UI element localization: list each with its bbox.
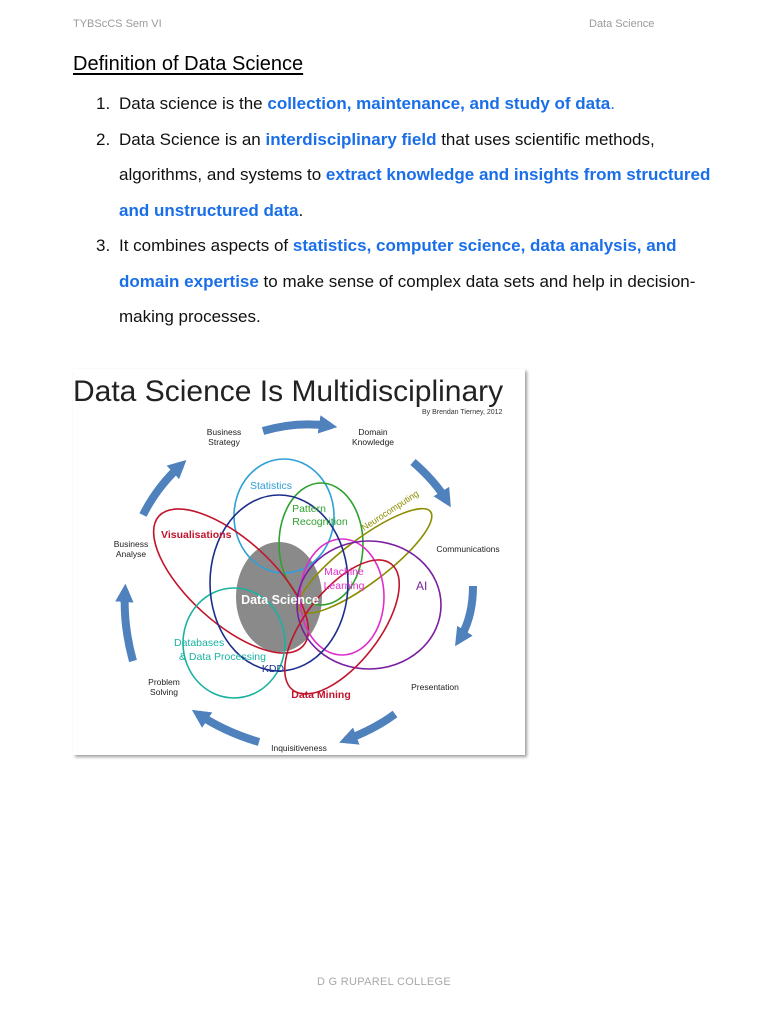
label-business-analyse: Analyse <box>115 549 147 559</box>
item-highlight: collection, maintenance, and study of data <box>267 94 611 113</box>
label-problem-solving: Solving <box>150 687 178 697</box>
label-business-strategy: Business <box>206 427 242 437</box>
label-machine-learning: Machine <box>324 566 364 578</box>
page-title: Definition of Data Science <box>73 53 304 75</box>
multidisciplinary-diagram <box>73 369 525 755</box>
label-problem-solving: Problem <box>148 677 180 687</box>
header-subject: Data Science <box>589 18 655 30</box>
label-pattern-recognition: Recognition <box>292 516 348 528</box>
label-domain-knowledge: Knowledge <box>351 437 395 447</box>
list-item <box>96 228 716 335</box>
item-highlight: extract knowledge and insights from structured and unstructured data <box>119 165 711 220</box>
item-text: . <box>298 200 304 220</box>
arrow-problem-to-analyse <box>125 591 133 661</box>
arrow-presentation-to-inquisitiveness <box>346 714 395 740</box>
label-kdd: KDD <box>261 663 285 675</box>
label-machine-learning: Learning <box>323 580 365 592</box>
label-data-science: Data Science <box>241 593 319 607</box>
diagram-byline: By Brendan Tierney, 2012 <box>422 409 503 416</box>
list-item <box>96 86 716 122</box>
diagram-title: Data Science Is Multidisciplinary <box>73 375 504 408</box>
item-text: that uses scientific methods, algorithms, and systems to <box>119 129 655 184</box>
item-text: . <box>610 94 615 113</box>
label-business-analyse: Business <box>113 539 149 549</box>
arrow-analyse-to-strategy <box>143 465 181 515</box>
footer-college: D G RUPAREL COLLEGE <box>316 976 452 988</box>
label-pattern-recognition: Pattern <box>292 503 326 515</box>
header-course: TYBScCS Sem VI <box>73 18 162 30</box>
label-databases: Databases <box>174 637 225 649</box>
diagram-svg <box>73 369 525 755</box>
label-presentation: Presentation <box>411 682 459 692</box>
label-communications: Communications <box>436 544 500 554</box>
list-number: 2. <box>96 129 111 149</box>
list-number: 1. <box>96 94 111 113</box>
label-domain-knowledge: Domain <box>358 427 388 437</box>
label-inquisitiveness: Inquisitiveness <box>271 743 327 753</box>
label-business-strategy: Strategy <box>208 437 240 447</box>
arrow-communications-to-presentation <box>459 586 473 640</box>
label-ai: AI <box>416 579 428 593</box>
item-text: to make sense of complex data sets and help in decision-making processes. <box>119 271 696 326</box>
label-visualisations: Visualisations <box>161 529 232 541</box>
item-highlight: interdisciplinary field <box>265 129 437 149</box>
item-text: Data Science is an <box>119 129 266 149</box>
label-databases: & Data Processing <box>179 651 266 663</box>
label-statistics: Statistics <box>249 480 293 492</box>
arrow-inquisitiveness-to-problem <box>198 714 259 742</box>
list-item <box>96 122 716 229</box>
item-text: Data science is the <box>119 94 268 113</box>
arrow-strategy-to-knowledge <box>263 424 330 431</box>
label-neurocomputing: Neurocomputing <box>359 488 421 533</box>
item-highlight: statistics, computer science, data analysis, and domain expertise <box>119 236 677 291</box>
label-data-mining: Data Mining <box>291 689 351 701</box>
list-number: 3. <box>96 236 111 255</box>
item-text: It combines aspects of <box>119 236 293 255</box>
definition-list <box>96 86 716 335</box>
